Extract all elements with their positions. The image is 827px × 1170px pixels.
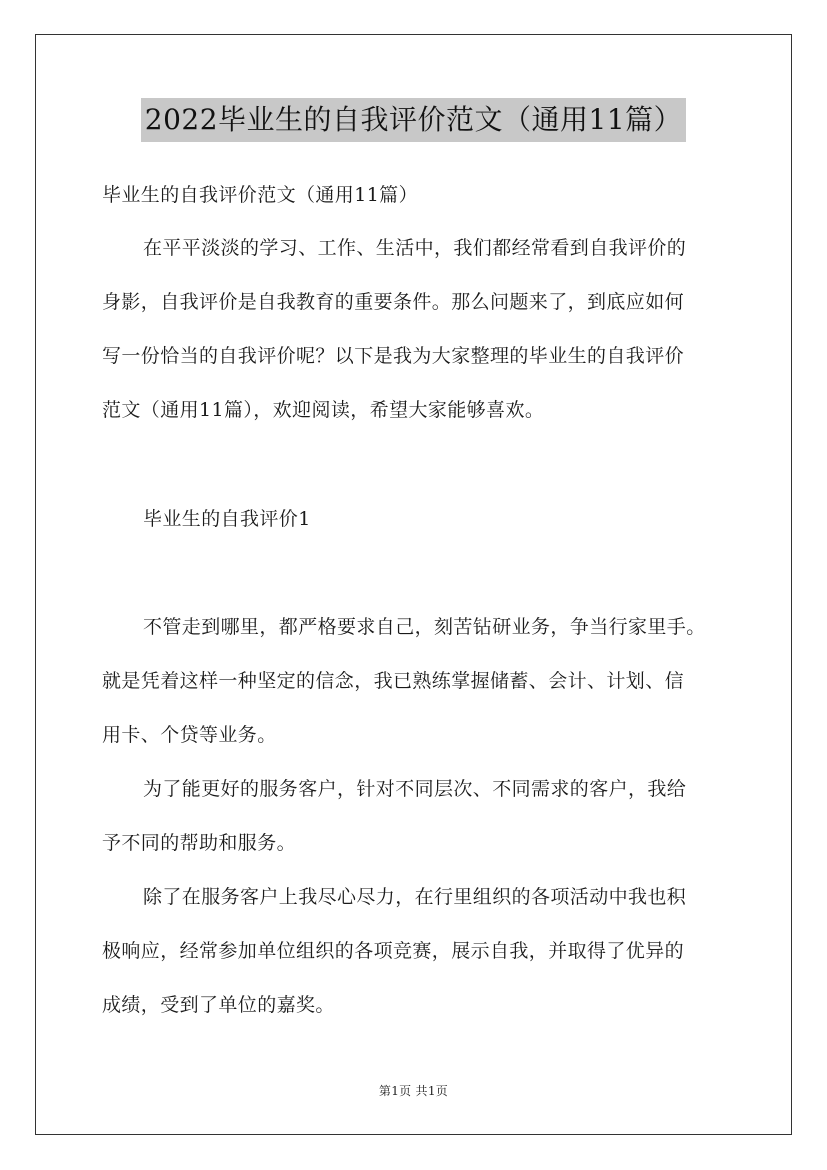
- section-heading: 毕业生的自我评价1: [143, 508, 311, 530]
- paragraph-line: 用卡、个贷等业务。: [102, 724, 277, 746]
- intro-line: 在平平淡淡的学习、工作、生活中，我们都经常看到自我评价的: [143, 237, 687, 259]
- paragraph-line: 予不同的帮助和服务。: [102, 832, 297, 854]
- paragraph-line: 就是凭着这样一种坚定的信念，我已熟练掌握储蓄、会计、计划、信: [102, 670, 685, 692]
- paragraph-line: 除了在服务客户上我尽心尽力，在行里组织的各项活动中我也积: [143, 886, 687, 908]
- paragraph-line: 为了能更好的服务客户，针对不同层次、不同需求的客户，我给: [143, 778, 687, 800]
- intro-line: 范文（通用11篇），欢迎阅读，希望大家能够喜欢。: [102, 399, 545, 421]
- paragraph-line: 成绩，受到了单位的嘉奖。: [102, 994, 335, 1016]
- page-number-footer: 第1页 共1页: [378, 1084, 449, 1098]
- document-title: 2022毕业生的自我评价范文（通用11篇）: [141, 98, 686, 142]
- title-block: [0, 98, 827, 142]
- paragraph-line: 不管走到哪里，都严格要求自己，刻苦钻研业务，争当行家里手。: [143, 616, 706, 638]
- intro-line: 身影，自我评价是自我教育的重要条件。那么问题来了，到底应如何: [102, 291, 685, 313]
- paragraph-line: 极响应，经常参加单位组织的各项竞赛，展示自我，并取得了优异的: [102, 940, 685, 962]
- document-subtitle: 毕业生的自我评价范文（通用11篇）: [102, 184, 418, 206]
- intro-line: 写一份恰当的自我评价呢？以下是我为大家整理的毕业生的自我评价: [102, 345, 685, 367]
